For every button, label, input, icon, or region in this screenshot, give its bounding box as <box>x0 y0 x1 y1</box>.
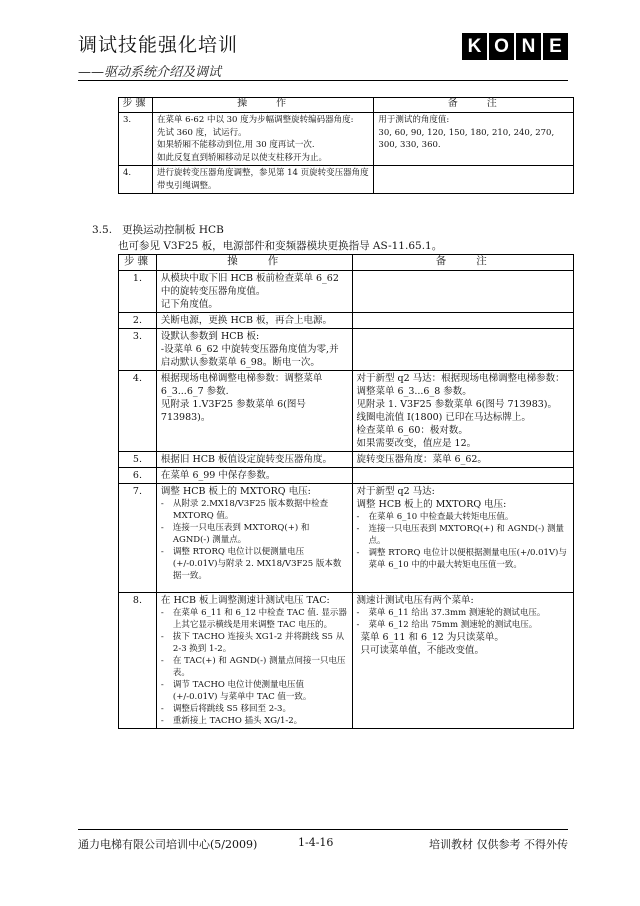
step-operation <box>156 313 352 329</box>
step-note <box>352 313 573 329</box>
page-title: 调试技能强化培训 <box>78 34 239 56</box>
section-intro: 也可参见 V3F25 板，电源部件和变频器模块更换指导 AS-11.65.1。 <box>118 240 443 252</box>
note-line: 检查菜单 6_60：极对数。 <box>356 425 468 436</box>
step-note <box>374 166 574 194</box>
logo-letter: K <box>462 33 487 60</box>
table-header-row <box>119 255 574 271</box>
table-row <box>119 371 574 452</box>
note-line: 线圈电流值 I(1800) 已印在马达标牌上。 <box>356 412 531 423</box>
note-line: 菜单 6_11 和 6_12 为只读菜单。 <box>360 632 504 643</box>
op-line: 记下角度值。 <box>160 299 218 310</box>
header-divider <box>78 80 568 81</box>
step-operation <box>156 593 352 729</box>
note-bullet-text: 连接一只电压表到 MXTORQ(+) 和 AGND(-) 测量点。 <box>368 524 565 546</box>
op-line: 从模块中取下旧 HCB 板前检查菜单 6_62 中的旋转变压器角度值。 <box>160 273 339 297</box>
op-bullet-text: 调整 RTORQ 电位计以便测量电压(+/-0.01V)与附录 2. MX18/V3F25 版本数据一致。 <box>172 547 342 581</box>
step-note <box>352 371 573 452</box>
step-number: 4. <box>119 166 153 194</box>
step-operation <box>156 452 352 468</box>
note-bullet: - 连接一只电压表到 MXTORQ(+) 和 AGND(-) 测量点。 <box>357 523 569 547</box>
footer-left: 通力电梯有限公司培训中心(5/2009) <box>78 838 258 851</box>
footer-right: 培训教材 仅供参考 不得外传 <box>429 838 568 851</box>
note-line: 对于新型 q2 马达：根据现场电梯调整电梯参数：调整菜单 6_3...6_8 参数。 <box>356 373 565 397</box>
table-row <box>119 593 574 729</box>
note-bullet: - 菜单 6_11 给出 37.3mm 测速轮的测试电压。 <box>356 608 546 618</box>
note-line: 旋转变压器角度：菜单 6_62。 <box>356 454 487 465</box>
table-header-row <box>119 98 574 113</box>
op-bullet-text: 调整后将跳线 S5 移回至 2-3。 <box>172 704 291 714</box>
note-title: 调整 HCB 板上的 MXTORQ 电压: <box>356 499 507 510</box>
step-note <box>352 329 573 371</box>
step-note <box>352 593 573 729</box>
note-bullet: - 在菜单 6_10 中检查最大转矩电压值。 <box>356 512 514 522</box>
page-subtitle: ——驱动系统介绍及调试 <box>78 65 222 80</box>
step-number: 5. <box>119 452 157 468</box>
op-line: 关断电源，更换 HCB 板，再合上电源。 <box>160 315 332 326</box>
note-bullet: - 菜单 6_12 给出 75mm 测速轮的测试电压。 <box>356 620 538 630</box>
note-line: 只可读菜单值，不能改变值。 <box>360 645 485 656</box>
op-title: 在 HCB 板上调整测速计测试电压 TAC: <box>160 595 330 606</box>
col-op-header: 操 作 <box>156 255 352 271</box>
op-bullet: - 重新接上 TACHO 插头 XG/1-2。 <box>160 716 303 726</box>
op-line: 进行旋转变压器角度调整，参见第 14 页旋转变压器角度带曳引绳调整。 <box>156 168 369 191</box>
note-line: 如果需要改变，值应是 12。 <box>356 438 477 449</box>
op-line: 设默认参数到 HCB 板: <box>160 331 260 342</box>
col-note-header: 备 注 <box>374 98 574 113</box>
op-line: 根据现场电梯调整电梯参数：调整菜单 6_3...6_7 参数. <box>160 373 323 397</box>
op-bullet-text: 重新接上 TACHO 插头 XG/1-2。 <box>172 716 303 726</box>
op-line: 在菜单 6-62 中以 30 度为步幅调整旋转编码器角度: <box>156 115 354 125</box>
op-line: -设菜单 6_62 中旋转变压器角度值为零,并启动默认参数菜单 6_98。断电一次。 <box>160 344 339 368</box>
table-row <box>119 468 574 484</box>
step-operation <box>152 166 373 194</box>
table-row <box>119 452 574 468</box>
step-number: 4. <box>119 371 157 452</box>
op-bullet: - 调节 TACHO 电位计使测量电压值(+/-0.01V) 与菜单中 TAC 值一致。 <box>161 679 348 703</box>
note-title: 对于新型 q2 马达: <box>356 486 435 497</box>
op-bullet-text: 拔下 TACHO 连接头 XG1-2 并将跳线 S5 从 2-3 换到 1-2。 <box>172 632 345 654</box>
note-line: 用于测试的角度值: <box>378 115 450 125</box>
note-bullet-text: 在菜单 6_10 中检查最大转矩电压值。 <box>368 512 514 522</box>
op-bullet: - 从附录 2.MX18/V3F25 版本数据中检查 MXTORQ 值。 <box>161 498 348 522</box>
step-note <box>352 484 573 593</box>
step-number: 8. <box>119 593 157 729</box>
op-bullet-text: 从附录 2.MX18/V3F25 版本数据中检查 MXTORQ 值。 <box>172 499 329 521</box>
footer-divider <box>78 829 568 830</box>
op-line: 如果轿厢不能移动到位,用 30 度再试一次. <box>156 140 315 150</box>
step-number: 6. <box>119 468 157 484</box>
col-step-header: 步骤 <box>119 98 153 113</box>
step-note <box>352 452 573 468</box>
op-bullet-text: 连接一只电压表到 MXTORQ(+) 和 AGND(-) 测量点。 <box>172 523 310 545</box>
step-number: 7. <box>119 484 157 593</box>
step-operation <box>156 271 352 313</box>
op-bullet: - 在菜单 6_11 和 6_12 中检查 TAC 值. 显示器上其它显示横线是用来调整 TAC 电压的。 <box>160 608 347 630</box>
step-operation <box>156 371 352 452</box>
op-bullet: - 连接一只电压表到 MXTORQ(+) 和 AGND(-) 测量点。 <box>161 522 348 546</box>
col-op-header: 操 作 <box>152 98 373 113</box>
op-line: 见附录 1.V3F25 参数菜单 6(图号 713983)。 <box>160 399 306 423</box>
step-operation <box>156 329 352 371</box>
note-bullet-text: 菜单 6_11 给出 37.3mm 测速轮的测试电压。 <box>368 608 546 618</box>
table-row <box>119 484 574 593</box>
op-bullet: - 调整 RTORQ 电位计以便测量电压(+/-0.01V)与附录 2. MX18/V3F25 版本数据一致。 <box>161 546 348 582</box>
op-bullet-text: 在菜单 6_11 和 6_12 中检查 TAC 值. 显示器上其它显示横线是用来调整 TAC 电压的。 <box>172 608 347 630</box>
note-line: 30, 60, 90, 120, 150, 180, 210, 240, 270, 300, 330, 360. <box>378 127 555 150</box>
op-bullet: - 在 TAC(+) 和 AGND(-) 测量点间接一只电压表。 <box>160 656 346 678</box>
steps-table-2 <box>118 254 574 729</box>
step-number: 2. <box>119 313 157 329</box>
op-line: 如此反复直到轿厢移动足以使支柱移开为止。 <box>156 152 327 163</box>
table-row <box>119 329 574 371</box>
op-line: 根据旧 HCB 板值设定旋转变压器角度。 <box>160 454 332 465</box>
step-note <box>352 271 573 313</box>
col-note-header: 备 注 <box>352 255 573 271</box>
note-bullet-text: 调整 RTORQ 电位计以便根据测量电压(+/0.01V)与菜单 6_10 中的中最大转矩电压值一致。 <box>368 548 567 570</box>
op-line: 在菜单 6_99 中保存参数。 <box>160 470 276 481</box>
step-number: 1. <box>119 271 157 313</box>
op-bullet: - 拔下 TACHO 连接头 XG1-2 并将跳线 S5 从 2-3 换到 1-2。 <box>161 631 348 655</box>
step-operation <box>156 484 352 593</box>
step-operation <box>156 468 352 484</box>
op-line: 先试 360 度，试运行。 <box>156 127 247 138</box>
step-number: 3. <box>119 113 153 166</box>
logo-letter: O <box>489 33 514 60</box>
op-bullet-text: 在 TAC(+) 和 AGND(-) 测量点间接一只电压表。 <box>172 656 346 678</box>
logo-letter: N <box>516 33 541 60</box>
op-bullet: - 调整后将跳线 S5 移回至 2-3。 <box>160 704 291 714</box>
table-row <box>119 271 574 313</box>
steps-table-1 <box>118 97 574 194</box>
table-row <box>119 113 574 166</box>
step-note <box>374 113 574 166</box>
section-title: 更换运动控制板 HCB <box>122 224 224 236</box>
footer-page-number: 1-4-16 <box>298 836 334 849</box>
step-note <box>352 468 573 484</box>
op-bullet-text: 调节 TACHO 电位计使测量电压值(+/-0.01V) 与菜单中 TAC 值一致。 <box>172 680 312 702</box>
logo-letter: E <box>543 33 568 60</box>
op-title: 调整 HCB 板上的 MXTORQ 电压: <box>160 486 311 497</box>
col-step-header: 步骤 <box>119 255 157 271</box>
table-row <box>119 166 574 194</box>
note-bullet-text: 菜单 6_12 给出 75mm 测速轮的测试电压。 <box>368 620 538 630</box>
note-bullet: - 调整 RTORQ 电位计以便根据测量电压(+/0.01V)与菜单 6_10 中的中最大转矩电压值一致。 <box>357 547 569 571</box>
kone-logo <box>460 33 568 60</box>
note-title: 测速计测试电压有两个菜单: <box>356 595 474 606</box>
table-row <box>119 313 574 329</box>
note-line: 见附录 1. V3F25 参数菜单 6(图号 713983)。 <box>356 399 557 410</box>
step-number: 3. <box>119 329 157 371</box>
step-operation <box>152 113 373 166</box>
section-number: 3.5. <box>92 224 113 236</box>
section-heading <box>92 222 224 237</box>
